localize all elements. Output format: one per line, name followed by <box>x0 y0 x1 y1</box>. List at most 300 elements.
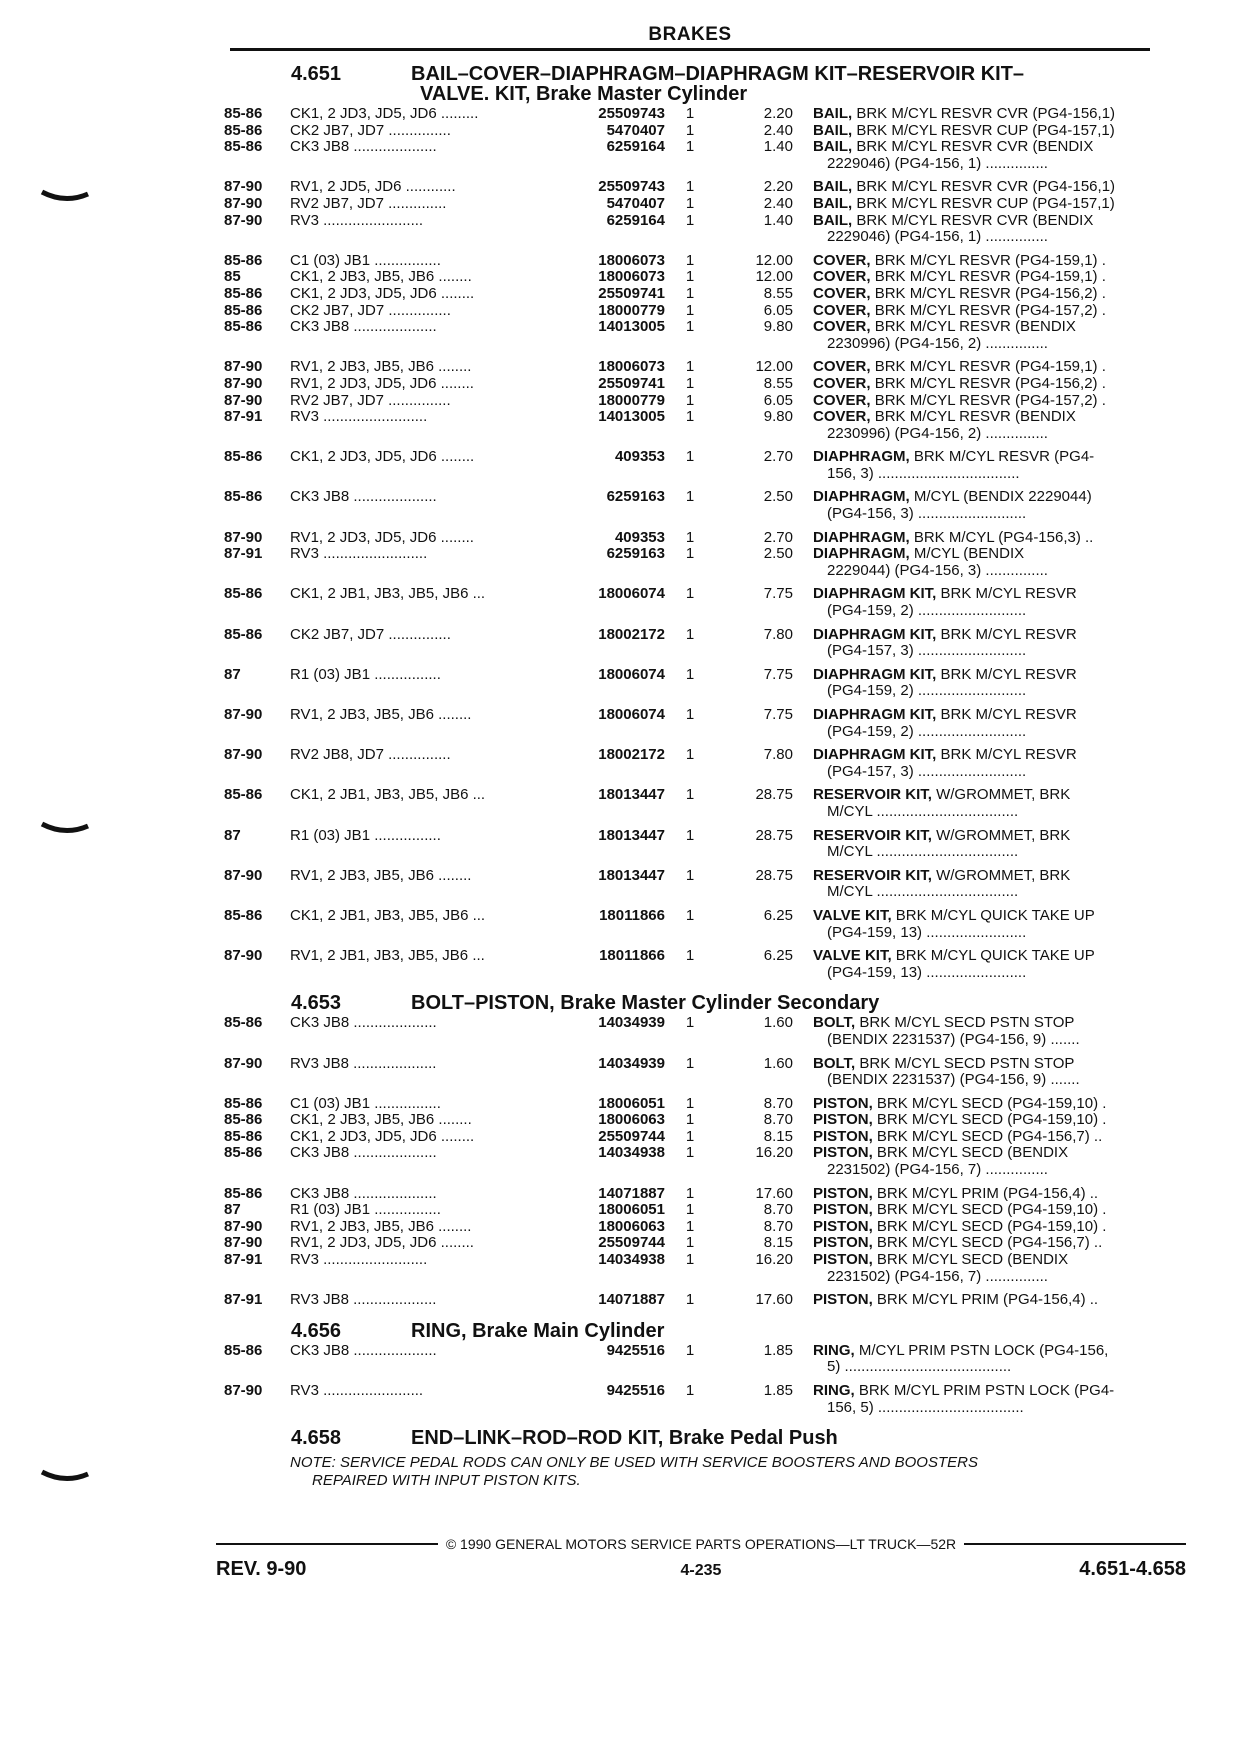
section-heading <box>224 993 1184 1013</box>
model-years: 87-91 <box>224 408 263 426</box>
quantity: 1 <box>685 1094 695 1112</box>
description-line <box>813 747 1181 764</box>
description-line <box>813 1383 1181 1400</box>
section-number: 4.656 <box>291 1319 342 1342</box>
description-line <box>813 1096 1181 1113</box>
description-line <box>813 530 1181 547</box>
price: 8.55 <box>763 284 793 302</box>
part-description <box>793 1096 1181 1113</box>
description-text: BRK M/CYL RESVR (PG4-159,1) . <box>874 269 1106 286</box>
note-line2: REPAIRED WITH INPUT PISTON KITS. <box>312 1472 581 1490</box>
table-row <box>224 123 1184 140</box>
description-line <box>813 303 1181 320</box>
quantity: 1 <box>685 706 695 723</box>
model-application: CK1, 2 JD3, JD5, JD6 ........ <box>290 285 475 302</box>
part-number: 6259164 <box>606 211 665 229</box>
quantity: 1 <box>685 826 695 844</box>
description-continuation: 5) ........................................ <box>827 1359 1012 1376</box>
part-name: BAIL, <box>813 139 853 156</box>
model-years: 85-86 <box>224 585 263 603</box>
part-name: DIAPHRAGM KIT, <box>813 626 937 643</box>
price: 12.00 <box>755 358 793 376</box>
quantity: 1 <box>685 488 695 506</box>
model-application: CK3 JB8 .................... <box>290 1185 437 1202</box>
part-name: VALVE KIT, <box>813 948 892 965</box>
part-number: 25509744 <box>598 1127 665 1145</box>
table-row <box>224 1219 1184 1236</box>
part-number: 18000779 <box>598 391 665 409</box>
part-description <box>793 409 1181 442</box>
quantity: 1 <box>685 448 695 466</box>
model-application: RV1, 2 JB3, JB5, JB6 ........ <box>290 1218 472 1235</box>
price: 2.40 <box>763 121 793 139</box>
description-line <box>813 123 1181 140</box>
description-text: BRK M/CYL RESVR (PG4-159,1) . <box>874 359 1106 376</box>
part-name: DIAPHRAGM KIT, <box>813 747 937 764</box>
model-years: 87-91 <box>224 1291 263 1309</box>
table-row <box>224 787 1184 820</box>
part-number: 6259163 <box>606 545 665 563</box>
section-number: 4.658 <box>291 1427 342 1450</box>
model-application: CK1, 2 JD3, JD5, JD6 ........ <box>290 449 475 466</box>
description-text: BRK M/CYL RESVR CUP (PG4-157,1) <box>856 195 1115 212</box>
description-continuation: (PG4-159, 2) .......................... <box>827 723 1027 740</box>
table-row <box>224 828 1184 861</box>
description-text: BRK M/CYL SECD PSTN STOP <box>859 1055 1075 1072</box>
part-description <box>793 828 1181 861</box>
description-continuation: (PG4-159, 13) ........................ <box>827 964 1027 981</box>
description-continuation: 2230996) (PG4-156, 2) ............... <box>827 335 1048 352</box>
quantity: 1 <box>685 545 695 563</box>
quantity: 1 <box>685 318 695 336</box>
quantity: 1 <box>685 1127 695 1145</box>
table-row <box>224 139 1184 172</box>
model-years: 87-90 <box>224 194 263 212</box>
table-row <box>224 546 1184 579</box>
part-description <box>793 1235 1181 1252</box>
model-years: 85-86 <box>224 448 263 466</box>
description-line <box>813 1056 1181 1073</box>
description-line <box>813 1202 1181 1219</box>
model-application: CK3 JB8 .................... <box>290 489 437 506</box>
model-years: 85-86 <box>224 488 263 506</box>
part-description <box>793 123 1181 140</box>
description-line <box>813 627 1181 644</box>
quantity: 1 <box>685 1291 695 1309</box>
table-row <box>224 106 1184 123</box>
model-application: R1 (03) JB1 ................ <box>290 1202 441 1219</box>
part-description <box>793 948 1181 981</box>
description-continuation: (PG4-156, 3) .......................... <box>827 506 1027 523</box>
parts-table <box>224 1343 1184 1416</box>
table-row <box>224 489 1184 522</box>
part-name: COVER, <box>813 375 871 392</box>
model-application: CK1, 2 JB3, JB5, JB6 ........ <box>290 269 472 286</box>
description-text: BRK M/CYL QUICK TAKE UP <box>895 907 1095 924</box>
model-years: 87-90 <box>224 947 263 965</box>
part-description <box>793 1112 1181 1129</box>
table-row <box>224 196 1184 213</box>
part-description <box>793 106 1181 123</box>
part-number: 14034939 <box>598 1014 665 1032</box>
part-number: 409353 <box>614 448 665 466</box>
part-number: 14034939 <box>598 1054 665 1072</box>
model-application: RV2 JB7, JD7 ............... <box>290 392 451 409</box>
part-name: PISTON, <box>813 1145 873 1162</box>
part-number: 18013447 <box>598 866 665 884</box>
part-number: 14071887 <box>598 1184 665 1202</box>
quantity: 1 <box>685 374 695 392</box>
part-description <box>793 1056 1181 1089</box>
quantity: 1 <box>685 194 695 212</box>
model-application: CK1, 2 JB3, JB5, JB6 ........ <box>290 1112 472 1129</box>
part-description <box>793 1145 1181 1178</box>
part-description <box>793 667 1181 700</box>
description-text: BRK M/CYL SECD (PG4-159,10) . <box>876 1202 1107 1219</box>
description-line <box>813 376 1181 393</box>
table-row <box>224 1112 1184 1129</box>
part-number: 25509741 <box>598 284 665 302</box>
part-name: COVER, <box>813 252 871 269</box>
price: 12.00 <box>755 268 793 286</box>
part-description <box>793 747 1181 780</box>
description-text: M/CYL PRIM PSTN LOCK (PG4-156, <box>858 1342 1109 1359</box>
description-line <box>813 286 1181 303</box>
price: 7.75 <box>763 706 793 723</box>
part-number: 14013005 <box>598 318 665 336</box>
quantity: 1 <box>685 528 695 546</box>
model-application: RV1, 2 JB3, JB5, JB6 ........ <box>290 867 472 884</box>
part-name: COVER, <box>813 409 871 426</box>
part-description <box>793 489 1181 522</box>
quantity: 1 <box>685 1014 695 1032</box>
part-description <box>793 359 1181 376</box>
part-number: 5470407 <box>606 121 665 139</box>
description-line <box>813 196 1181 213</box>
model-application: CK2 JB7, JD7 ............... <box>290 122 451 139</box>
part-number: 18006074 <box>598 665 665 683</box>
part-number: 18013447 <box>598 786 665 804</box>
model-years: 87-90 <box>224 706 263 723</box>
model-years: 85-86 <box>224 906 263 924</box>
model-application: CK1, 2 JD3, JD5, JD6 ........ <box>290 1128 475 1145</box>
price: 6.25 <box>763 906 793 924</box>
price: 1.40 <box>763 211 793 229</box>
description-line <box>813 1343 1181 1360</box>
quantity: 1 <box>685 947 695 965</box>
part-description <box>793 627 1181 660</box>
table-row <box>224 1235 1184 1252</box>
quantity: 1 <box>685 746 695 764</box>
table-row <box>224 1186 1184 1203</box>
model-application: RV3 ......................... <box>290 1252 428 1269</box>
quantity: 1 <box>685 358 695 376</box>
price: 2.40 <box>763 194 793 212</box>
part-name: COVER, <box>813 359 871 376</box>
part-name: COVER, <box>813 302 871 319</box>
model-application: RV2 JB8, JD7 ............... <box>290 747 451 764</box>
description-continuation: (BENDIX 2231537) (PG4-156, 9) ....... <box>827 1072 1080 1089</box>
part-name: BAIL, <box>813 122 853 139</box>
table-row <box>224 530 1184 547</box>
description-line <box>813 106 1181 123</box>
quantity: 1 <box>685 391 695 409</box>
description-line <box>813 409 1181 426</box>
table-row <box>224 1096 1184 1113</box>
part-number: 18006063 <box>598 1111 665 1129</box>
model-application: R1 (03) JB1 ................ <box>290 666 441 683</box>
model-application: RV1, 2 JB3, JB5, JB6 ........ <box>290 707 472 723</box>
price: 1.85 <box>763 1341 793 1359</box>
price: 8.70 <box>763 1094 793 1112</box>
price: 7.75 <box>763 665 793 683</box>
part-number: 6259164 <box>606 138 665 156</box>
parts-table <box>224 1015 1184 1309</box>
price: 8.55 <box>763 374 793 392</box>
description-text: BRK M/CYL RESVR CVR (BENDIX <box>856 139 1094 156</box>
part-name: BAIL, <box>813 179 853 196</box>
table-row <box>224 303 1184 320</box>
price: 6.05 <box>763 301 793 319</box>
model-years: 85-86 <box>224 625 263 643</box>
model-application: CK3 JB8 .................... <box>290 1015 437 1032</box>
price: 7.80 <box>763 746 793 764</box>
part-name: PISTON, <box>813 1252 873 1269</box>
part-name: DIAPHRAGM, <box>813 449 910 466</box>
quantity: 1 <box>685 268 695 286</box>
part-name: BAIL, <box>813 212 853 229</box>
price: 2.20 <box>763 178 793 196</box>
part-number: 18000779 <box>598 301 665 319</box>
model-years: 85-86 <box>224 1144 263 1162</box>
part-number: 25509743 <box>598 178 665 196</box>
model-application: RV3 JB8 .................... <box>290 1292 437 1309</box>
description-text: BRK M/CYL RESVR (PG4-159,1) . <box>874 252 1106 269</box>
description-line <box>813 707 1181 724</box>
quantity: 1 <box>685 906 695 924</box>
part-description <box>793 1202 1181 1219</box>
price: 8.70 <box>763 1201 793 1219</box>
table-row <box>224 707 1184 740</box>
price: 9.80 <box>763 318 793 336</box>
binder-hole-mark <box>40 818 90 836</box>
model-years: 85-86 <box>224 1341 263 1359</box>
table-row <box>224 253 1184 270</box>
note-line1: NOTE: SERVICE PEDAL RODS CAN ONLY BE USED WITH SERVICE BOOSTERS AND BOOSTERS <box>290 1454 978 1472</box>
binder-hole-mark <box>40 186 90 204</box>
part-name: PISTON, <box>813 1218 873 1235</box>
part-number: 18006074 <box>598 706 665 723</box>
model-application: CK3 JB8 .................... <box>290 1145 437 1162</box>
price: 1.60 <box>763 1054 793 1072</box>
description-text: BRK M/CYL RESVR CVR (BENDIX <box>856 212 1094 229</box>
description-text: BRK M/CYL SECD PSTN STOP <box>859 1015 1075 1032</box>
table-row <box>224 1056 1184 1089</box>
model-years: 87-90 <box>224 1054 263 1072</box>
quantity: 1 <box>685 1201 695 1219</box>
part-name: PISTON, <box>813 1292 873 1309</box>
model-application: RV3 ........................ <box>290 1383 424 1399</box>
section-heading <box>224 1321 1184 1341</box>
table-row <box>224 627 1184 660</box>
part-number: 18002172 <box>598 625 665 643</box>
model-application: CK3 JB8 .................... <box>290 1342 437 1359</box>
part-description <box>793 1015 1181 1048</box>
price: 8.70 <box>763 1217 793 1235</box>
description-text: BRK M/CYL RESVR (PG4-157,2) . <box>874 392 1106 409</box>
description-text: BRK M/CYL PRIM PSTN LOCK (PG4- <box>858 1383 1115 1399</box>
description-line <box>813 1186 1181 1203</box>
section-title-line1: END–LINK–ROD–ROD KIT, Brake Pedal Push <box>411 1427 838 1450</box>
description-text: BRK M/CYL SECD (PG4-159,10) . <box>876 1112 1107 1129</box>
price: 28.75 <box>755 786 793 804</box>
part-description <box>793 269 1181 286</box>
model-years: 87-90 <box>224 211 263 229</box>
parts-listing <box>224 52 1184 1490</box>
description-text: BRK M/CYL RESVR (BENDIX <box>874 409 1076 426</box>
part-description <box>793 1383 1181 1416</box>
part-number: 14034938 <box>598 1251 665 1269</box>
description-line <box>813 1015 1181 1032</box>
description-continuation: 2230996) (PG4-156, 2) ............... <box>827 425 1048 442</box>
part-name: DIAPHRAGM, <box>813 546 910 563</box>
description-text: BRK M/CYL SECD (BENDIX <box>876 1145 1069 1162</box>
table-row <box>224 359 1184 376</box>
part-name: RESERVOIR KIT, <box>813 787 932 804</box>
model-years: 85-86 <box>224 251 263 269</box>
table-row <box>224 667 1184 700</box>
part-number: 18013447 <box>598 826 665 844</box>
model-years: 85-86 <box>224 318 263 336</box>
header-rule <box>230 48 1150 51</box>
table-row <box>224 1202 1184 1219</box>
quantity: 1 <box>685 866 695 884</box>
part-name: RING, <box>813 1383 855 1399</box>
part-description <box>793 1186 1181 1203</box>
part-name: DIAPHRAGM KIT, <box>813 586 937 603</box>
part-description <box>793 179 1181 196</box>
part-number: 18006051 <box>598 1201 665 1219</box>
model-years: 87 <box>224 665 241 683</box>
part-description <box>793 319 1181 352</box>
service-note <box>224 1454 1184 1490</box>
price: 2.50 <box>763 488 793 506</box>
table-row <box>224 449 1184 482</box>
description-line <box>813 489 1181 506</box>
description-text: BRK M/CYL RESVR <box>940 586 1077 603</box>
model-years: 87-90 <box>224 1234 263 1252</box>
quantity: 1 <box>685 1217 695 1235</box>
part-number: 25509743 <box>598 105 665 122</box>
part-description <box>793 449 1181 482</box>
part-name: BOLT, <box>813 1015 856 1032</box>
footer-rule-left <box>216 1543 438 1545</box>
description-continuation: 156, 3) .................................. <box>827 465 1020 482</box>
part-name: COVER, <box>813 269 871 286</box>
description-continuation: 2229046) (PG4-156, 1) ............... <box>827 155 1048 172</box>
model-years: 85-86 <box>224 786 263 804</box>
part-description <box>793 196 1181 213</box>
section-title-line2: VALVE. KIT, Brake Master Cylinder <box>420 83 748 105</box>
model-years: 87-90 <box>224 178 263 196</box>
description-text: BRK M/CYL RESVR (PG4- <box>913 449 1095 466</box>
quantity: 1 <box>685 211 695 229</box>
price: 28.75 <box>755 826 793 844</box>
table-row <box>224 1129 1184 1146</box>
price: 2.70 <box>763 528 793 546</box>
quantity: 1 <box>685 408 695 426</box>
price: 8.15 <box>763 1234 793 1252</box>
description-line <box>813 868 1181 885</box>
table-row <box>224 376 1184 393</box>
quantity: 1 <box>685 251 695 269</box>
section-heading <box>224 64 1184 104</box>
description-line <box>813 908 1181 925</box>
part-number: 14071887 <box>598 1291 665 1309</box>
description-line <box>813 546 1181 563</box>
description-text: BRK M/CYL RESVR CVR (PG4-156,1) <box>856 179 1116 196</box>
part-description <box>793 868 1181 901</box>
part-description <box>793 546 1181 579</box>
part-number: 18006074 <box>598 585 665 603</box>
description-continuation: (PG4-157, 3) .......................... <box>827 763 1027 780</box>
price: 1.40 <box>763 138 793 156</box>
description-text: BRK M/CYL SECD (PG4-156,7) .. <box>876 1128 1103 1145</box>
part-description <box>793 213 1181 246</box>
section-title-line1: BAIL–COVER–DIAPHRAGM–DIAPHRAGM KIT–RESERVOIR KIT– <box>411 63 1025 85</box>
model-years: 85-86 <box>224 1127 263 1145</box>
description-text: BRK M/CYL SECD (PG4-159,10) . <box>876 1095 1107 1112</box>
running-head: BRAKES <box>648 24 732 45</box>
quantity: 1 <box>685 284 695 302</box>
part-description <box>793 139 1181 172</box>
part-number: 9425516 <box>606 1382 665 1399</box>
description-line <box>813 139 1181 156</box>
description-text: BRK M/CYL RESVR <box>940 666 1077 683</box>
part-description <box>793 286 1181 303</box>
price: 2.50 <box>763 545 793 563</box>
table-row <box>224 179 1184 196</box>
model-application: RV3 JB8 .................... <box>290 1055 437 1072</box>
model-application: CK1, 2 JB1, JB3, JB5, JB6 ... <box>290 907 486 924</box>
model-years: 87-91 <box>224 1251 263 1269</box>
description-line <box>813 1219 1181 1236</box>
model-years: 87-90 <box>224 528 263 546</box>
description-line <box>813 319 1181 336</box>
copyright: © 1990 GENERAL MOTORS SERVICE PARTS OPERATIONS—LT TRUCK—52R <box>445 1536 957 1552</box>
section-number: 4.653 <box>291 992 342 1015</box>
part-description <box>793 303 1181 320</box>
price: 17.60 <box>755 1291 793 1309</box>
quantity: 1 <box>685 138 695 156</box>
model-application: CK2 JB7, JD7 ............... <box>290 302 451 319</box>
model-years: 87 <box>224 1201 241 1219</box>
part-description <box>793 787 1181 820</box>
description-text: BRK M/CYL RESVR (PG4-157,2) . <box>874 302 1106 319</box>
model-years: 87-90 <box>224 358 263 376</box>
model-years: 85-86 <box>224 1014 263 1032</box>
part-description <box>793 253 1181 270</box>
part-number: 5470407 <box>606 194 665 212</box>
description-line <box>813 1112 1181 1129</box>
table-row <box>224 586 1184 619</box>
part-number: 6259163 <box>606 488 665 506</box>
description-text: BRK M/CYL RESVR (PG4-156,2) . <box>874 375 1106 392</box>
description-line <box>813 787 1181 804</box>
part-name: COVER, <box>813 392 871 409</box>
revision-label: REV. 9-90 <box>216 1558 307 1580</box>
description-text: BRK M/CYL RESVR <box>940 707 1077 723</box>
